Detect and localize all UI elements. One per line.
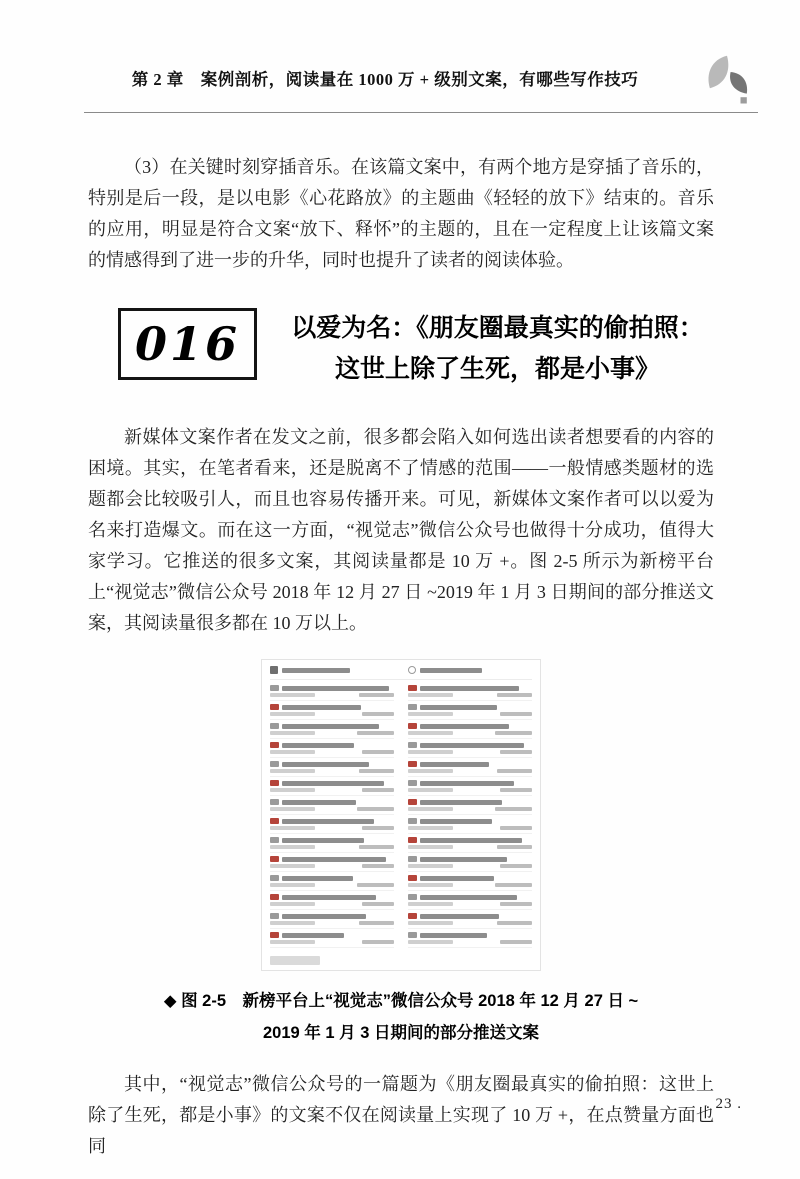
section-heading — [118, 308, 714, 390]
section-number: 016 — [118, 308, 257, 380]
figure-tab-left — [270, 666, 394, 674]
chapter-header: 第 2 章 案例剖析，阅读量在 1000 万 + 级别文案，有哪些写作技巧 — [131, 70, 639, 89]
article-tag-badge — [408, 799, 417, 805]
paragraph-1: （3）在关键时刻穿插音乐。在该篇文案中，有两个地方是穿插了音乐的，特别是后一段，是以电影《心花路放》的主题曲《轻轻的放下》结束的。音乐的应用，明显是符合文案“放下、释怀”的主题的，且在一定程度上让该篇文案的情感得到了进一步的升华，同时也提升了读者的阅读体验。 — [88, 157, 714, 270]
article-tag-badge — [270, 742, 279, 748]
text-bar — [362, 940, 394, 944]
text-bar — [282, 743, 354, 748]
text-bar — [495, 807, 532, 811]
text-bar — [408, 883, 453, 887]
text-bar — [420, 668, 482, 673]
text-bar — [282, 705, 361, 710]
page-number: . 23 . — [706, 1096, 742, 1112]
text-bar — [420, 895, 517, 900]
text-bar — [420, 724, 509, 729]
section-title-line1: 以爱为名：《朋友圈最真实的偷拍照： — [291, 314, 704, 342]
text-bar — [420, 686, 519, 691]
article-tag-badge — [408, 856, 417, 862]
figure-article-row — [408, 853, 532, 872]
article-tag-badge — [408, 932, 417, 938]
figure-article-row — [270, 682, 394, 701]
article-tag-badge — [270, 685, 279, 691]
article-tag-badge — [270, 799, 279, 805]
text-bar — [420, 705, 497, 710]
figure-article-row — [408, 739, 532, 758]
article-tag-badge — [408, 780, 417, 786]
figure-article-row — [270, 701, 394, 720]
text-bar — [420, 743, 524, 748]
figure-article-row — [408, 720, 532, 739]
text-bar — [282, 800, 356, 805]
article-tag-badge — [270, 913, 279, 919]
clock-icon — [408, 666, 416, 674]
figure-article-row — [408, 834, 532, 853]
article-tag-badge — [408, 704, 417, 710]
text-bar — [420, 781, 514, 786]
text-bar — [357, 807, 394, 811]
figure-article-row — [408, 872, 532, 891]
text-bar — [270, 750, 315, 754]
page-content — [88, 152, 714, 1162]
figure-article-row — [270, 720, 394, 739]
text-bar — [500, 940, 532, 944]
leaf-logo-icon — [700, 52, 754, 110]
text-bar — [408, 940, 453, 944]
text-bar — [362, 712, 394, 716]
text-bar — [420, 838, 522, 843]
figure-right-column — [408, 682, 532, 952]
article-tag-badge — [408, 723, 417, 729]
figure-article-row — [270, 796, 394, 815]
article-tag-badge — [408, 913, 417, 919]
text-bar — [408, 769, 453, 773]
article-tag-badge — [270, 761, 279, 767]
figure-article-row — [270, 872, 394, 891]
text-bar — [500, 788, 532, 792]
text-bar — [270, 693, 315, 697]
figure-tabs — [270, 666, 532, 680]
text-bar — [282, 686, 389, 691]
figure-article-row — [270, 910, 394, 929]
figure-article-row — [408, 682, 532, 701]
text-bar — [282, 914, 366, 919]
article-tag-badge — [408, 894, 417, 900]
text-bar — [408, 750, 453, 754]
text-bar — [495, 883, 532, 887]
text-bar — [362, 826, 394, 830]
text-bar — [359, 921, 394, 925]
text-bar — [357, 731, 394, 735]
text-bar — [270, 769, 315, 773]
text-bar — [282, 819, 374, 824]
figure-article-row — [408, 758, 532, 777]
figure-article-row — [270, 853, 394, 872]
text-bar — [282, 895, 376, 900]
text-bar — [282, 724, 379, 729]
text-bar — [359, 769, 394, 773]
figure-article-row — [408, 891, 532, 910]
section-title-line2: 这世上除了生死，都是小事》 — [335, 355, 661, 383]
text-bar — [420, 819, 492, 824]
text-bar — [270, 902, 315, 906]
article-tag-badge — [270, 818, 279, 824]
text-bar — [270, 883, 315, 887]
article-tag-badge — [270, 875, 279, 881]
text-bar — [500, 712, 532, 716]
text-bar — [495, 731, 532, 735]
figure-article-row — [408, 910, 532, 929]
figure-article-row — [408, 815, 532, 834]
text-bar — [270, 731, 315, 735]
text-bar — [270, 807, 315, 811]
text-bar — [408, 788, 453, 792]
text-bar — [270, 826, 315, 830]
figure-article-row — [408, 701, 532, 720]
text-bar — [420, 800, 502, 805]
header-rule — [84, 112, 758, 113]
text-bar — [362, 788, 394, 792]
text-bar — [282, 876, 353, 881]
text-bar — [408, 731, 453, 735]
article-tag-badge — [270, 723, 279, 729]
figure-left-column — [270, 682, 394, 952]
section-title — [281, 308, 714, 390]
text-bar — [362, 902, 394, 906]
text-bar — [497, 921, 532, 925]
figure-article-row — [270, 758, 394, 777]
text-bar — [408, 712, 453, 716]
article-tag-badge — [270, 780, 279, 786]
text-bar — [359, 693, 394, 697]
figure-article-row — [270, 834, 394, 853]
text-bar — [500, 826, 532, 830]
text-bar — [408, 807, 453, 811]
article-tag-badge — [408, 818, 417, 824]
text-bar — [420, 857, 507, 862]
article-tag-badge — [270, 894, 279, 900]
text-bar — [408, 845, 453, 849]
text-bar — [408, 826, 453, 830]
figure-load-more-bar — [270, 956, 320, 965]
article-tag-badge — [270, 837, 279, 843]
text-bar — [270, 845, 315, 849]
text-bar — [420, 762, 489, 767]
text-bar — [420, 933, 487, 938]
text-bar — [359, 845, 394, 849]
figure-caption-line1: ◆ 图 2-5 新榜平台上“视觉志”微信公众号 2018 年 12 月 27 日 ~ — [163, 992, 639, 1010]
text-bar — [270, 921, 315, 925]
figure-article-row — [408, 929, 532, 948]
text-bar — [408, 864, 453, 868]
text-bar — [362, 750, 394, 754]
article-tag-badge — [408, 742, 417, 748]
figure-columns — [270, 682, 532, 952]
text-bar — [408, 693, 453, 697]
article-tag-badge — [270, 856, 279, 862]
text-bar — [282, 668, 350, 673]
article-tag-badge — [408, 875, 417, 881]
text-bar — [420, 914, 499, 919]
text-bar — [270, 712, 315, 716]
figure-article-row — [270, 739, 394, 758]
text-bar — [500, 864, 532, 868]
figure-article-row — [270, 891, 394, 910]
text-bar — [497, 769, 532, 773]
figure-article-row — [270, 777, 394, 796]
figure-screenshot — [261, 659, 541, 971]
text-bar — [282, 933, 344, 938]
text-bar — [282, 781, 384, 786]
figure-caption-line2: 2019 年 1 月 3 日期间的部分推送文案 — [263, 1024, 539, 1042]
paragraph-2: 新媒体文案作者在发文之前，很多都会陷入如何选出读者想要看的内容的困境。其实，在笔者看来，还是脱离不了情感的范围——一般情感类题材的选题都会比较吸引人，而且也容易传播开来。可见，新媒体文案作者可以以爱为名来打造爆文。而在这一方面，“视觉志”微信公众号也做得十分成功，值得大家学习。它推送的很多文案，其阅读量都是 10 万 +。图 2-5 所示为新榜平台上“视觉志”微信公众号 2018 年 12 月 27 日 ~2019 年 1 月 3 日期间的部分推送文案，其阅读量很多都在 10 万以上。 — [88, 427, 714, 633]
text-bar — [270, 940, 315, 944]
text-bar — [420, 876, 494, 881]
figure-caption — [88, 985, 714, 1049]
text-bar — [282, 857, 386, 862]
article-tag-badge — [270, 932, 279, 938]
text-bar — [282, 762, 369, 767]
text-bar — [408, 921, 453, 925]
figure-article-row — [270, 815, 394, 834]
article-tag-badge — [408, 685, 417, 691]
text-bar — [500, 902, 532, 906]
paragraph-3: 其中，“视觉志”微信公众号的一篇题为《朋友圈最真实的偷拍照：这世上除了生死，都是小事》的文案不仅在阅读量上实现了 10 万 +，在点赞量方面也同 — [88, 1074, 714, 1156]
text-bar — [282, 838, 364, 843]
article-tag-badge — [408, 837, 417, 843]
text-bar — [497, 845, 532, 849]
figure-tab-right — [408, 666, 532, 674]
account-icon — [270, 666, 278, 674]
article-tag-badge — [270, 704, 279, 710]
figure-article-row — [408, 777, 532, 796]
figure-article-row — [270, 929, 394, 948]
text-bar — [270, 864, 315, 868]
text-bar — [362, 864, 394, 868]
text-bar — [270, 788, 315, 792]
text-bar — [408, 902, 453, 906]
article-tag-badge — [408, 761, 417, 767]
text-bar — [497, 693, 532, 697]
figure-article-row — [408, 796, 532, 815]
text-bar — [357, 883, 394, 887]
text-bar — [500, 750, 532, 754]
